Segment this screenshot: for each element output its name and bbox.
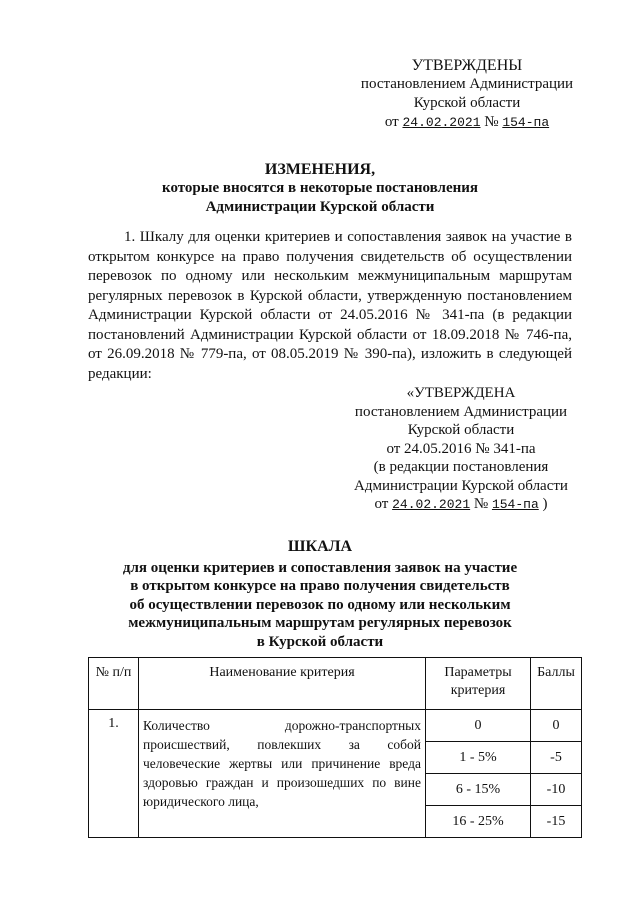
document-title [88,160,552,217]
scale-line: в Курской области [256,633,384,650]
approval-line2: Курской области [413,95,521,111]
close-paren: ) [542,496,548,512]
header-criterion: Наименование критерия [139,658,426,710]
scale-title [88,538,552,651]
approval-heading: УТВЕРЖДЕНЫ [411,57,523,74]
approval-number: 154-па [502,115,550,130]
number-sign: № [484,114,499,130]
scale-line: межмуниципальным маршрутам регулярных перевозок [128,615,512,631]
number-sign: № [473,496,489,512]
table-row [89,710,582,742]
approval-block [354,56,580,132]
param-value: 16 - 25% [426,806,531,838]
approval2-heading: «УТВЕРЖДЕНА [406,385,516,401]
param-value: 6 - 15% [426,774,531,806]
param-value: 1 - 5% [426,742,531,774]
table-header-row [89,658,582,710]
approval2-line1: постановлением Администрации [354,403,568,420]
approval2-date-line [342,495,580,515]
approval2-line2: Курской области [407,422,515,438]
criteria-table [88,657,582,838]
scale-line: в открытом конкурсе на право получения свидетельств [130,578,510,594]
approval-line1: постановлением Администрации [360,76,574,92]
row-number: 1. [89,710,139,838]
approval2-block [342,384,580,515]
from-prefix: от [374,496,389,512]
title-sub1: которые вносятся в некоторые постановления [162,180,478,196]
scale-line: об осуществлении перевозок по одному или нескольким [129,596,511,613]
score-value: -5 [531,742,582,774]
title-main: ИЗМЕНЕНИЯ, [264,161,376,178]
approval2-number: 154-па [491,497,539,512]
approval2-line5: Администрации Курской области [354,477,568,494]
header-number: № п/п [89,658,139,710]
param-value: 0 [426,710,531,742]
score-value: -15 [531,806,582,838]
amendment-paragraph: 1. Шкалу для оценки критериев и сопоставления заявок на участие в открытом конкурсе на право получения свидетельств об осуществлении перевозок по одному или нескольким межмуниципальным маршрутам регулярных перевозок в Курской области, утвержденную постановлением Администрации Курской области от 24.05.2016 № 341-па (в редакции постановлений Администрации Курской области от 18.09.2018 № 746-па, от 26.09.2018 № 779-па, от 08.05.2019 № 390-па), изложить в следующей редакции: [88,229,572,382]
approval2-line4: (в редакции постановления [373,459,549,475]
score-value: -10 [531,774,582,806]
row-criterion: Количество дорожно-транспортных происшествий, повлекших за собой человеческие жертвы или причинение вреда здоровью граждан и произошедших по вине юридического лица, [139,710,426,838]
approval-date-line [354,113,580,132]
score-value: 0 [531,710,582,742]
header-params: Параметры критерия [426,658,531,710]
scale-line: для оценки критериев и сопоставления заявок на участие [122,559,518,576]
scale-heading: ШКАЛА [287,538,353,555]
approval2-line3: от 24.05.2016 № 341-па [386,440,536,457]
approval2-date: 24.02.2021 [392,497,471,512]
header-score: Баллы [531,658,582,710]
title-sub2: Администрации Курской области [205,199,435,215]
approval-date: 24.02.2021 [402,115,481,130]
from-prefix: от [384,114,399,130]
